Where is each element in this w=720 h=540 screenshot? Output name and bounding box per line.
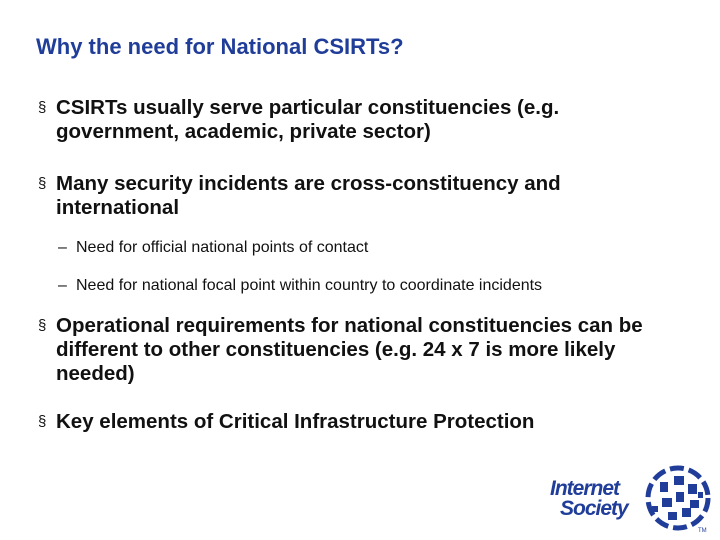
bullet-item: [38, 314, 678, 386]
internet-society-logo: [548, 462, 714, 536]
bullet-marker: §: [38, 99, 47, 116]
bullet-marker: §: [38, 413, 47, 430]
sub-bullet-text: Need for official national points of contact: [76, 239, 369, 256]
sub-bullet-item: [58, 276, 678, 296]
sub-bullet-dash: –: [58, 277, 67, 294]
bullet-marker: §: [38, 175, 47, 192]
logo-trademark: TM: [698, 528, 707, 534]
bullet-text: Key elements of Critical Infrastructure Protection: [56, 410, 535, 433]
sub-bullet-dash: –: [58, 239, 67, 256]
bullet-item: [38, 96, 678, 144]
bullet-item: [38, 410, 678, 434]
sub-bullet-item: [58, 238, 678, 258]
globe-icon: [648, 468, 708, 528]
bullet-item: [38, 172, 678, 220]
bullet-text: Operational requirements for national constituencies can be different to other constituencies (e.g. 24 x 7 is more likely needed): [56, 314, 643, 385]
logo-wordmark-line1: Internet: [550, 477, 620, 500]
logo-wordmark-line2: Society: [560, 497, 628, 520]
bullet-text: Many security incidents are cross-constituency and international: [56, 172, 561, 219]
bullet-marker: §: [38, 317, 47, 334]
bullet-text: CSIRTs usually serve particular constituencies (e.g. government, academic, private sector): [56, 96, 560, 143]
sub-bullet-text: Need for national focal point within country to coordinate incidents: [76, 277, 543, 294]
slide-title: Why the need for National CSIRTs?: [36, 34, 404, 59]
